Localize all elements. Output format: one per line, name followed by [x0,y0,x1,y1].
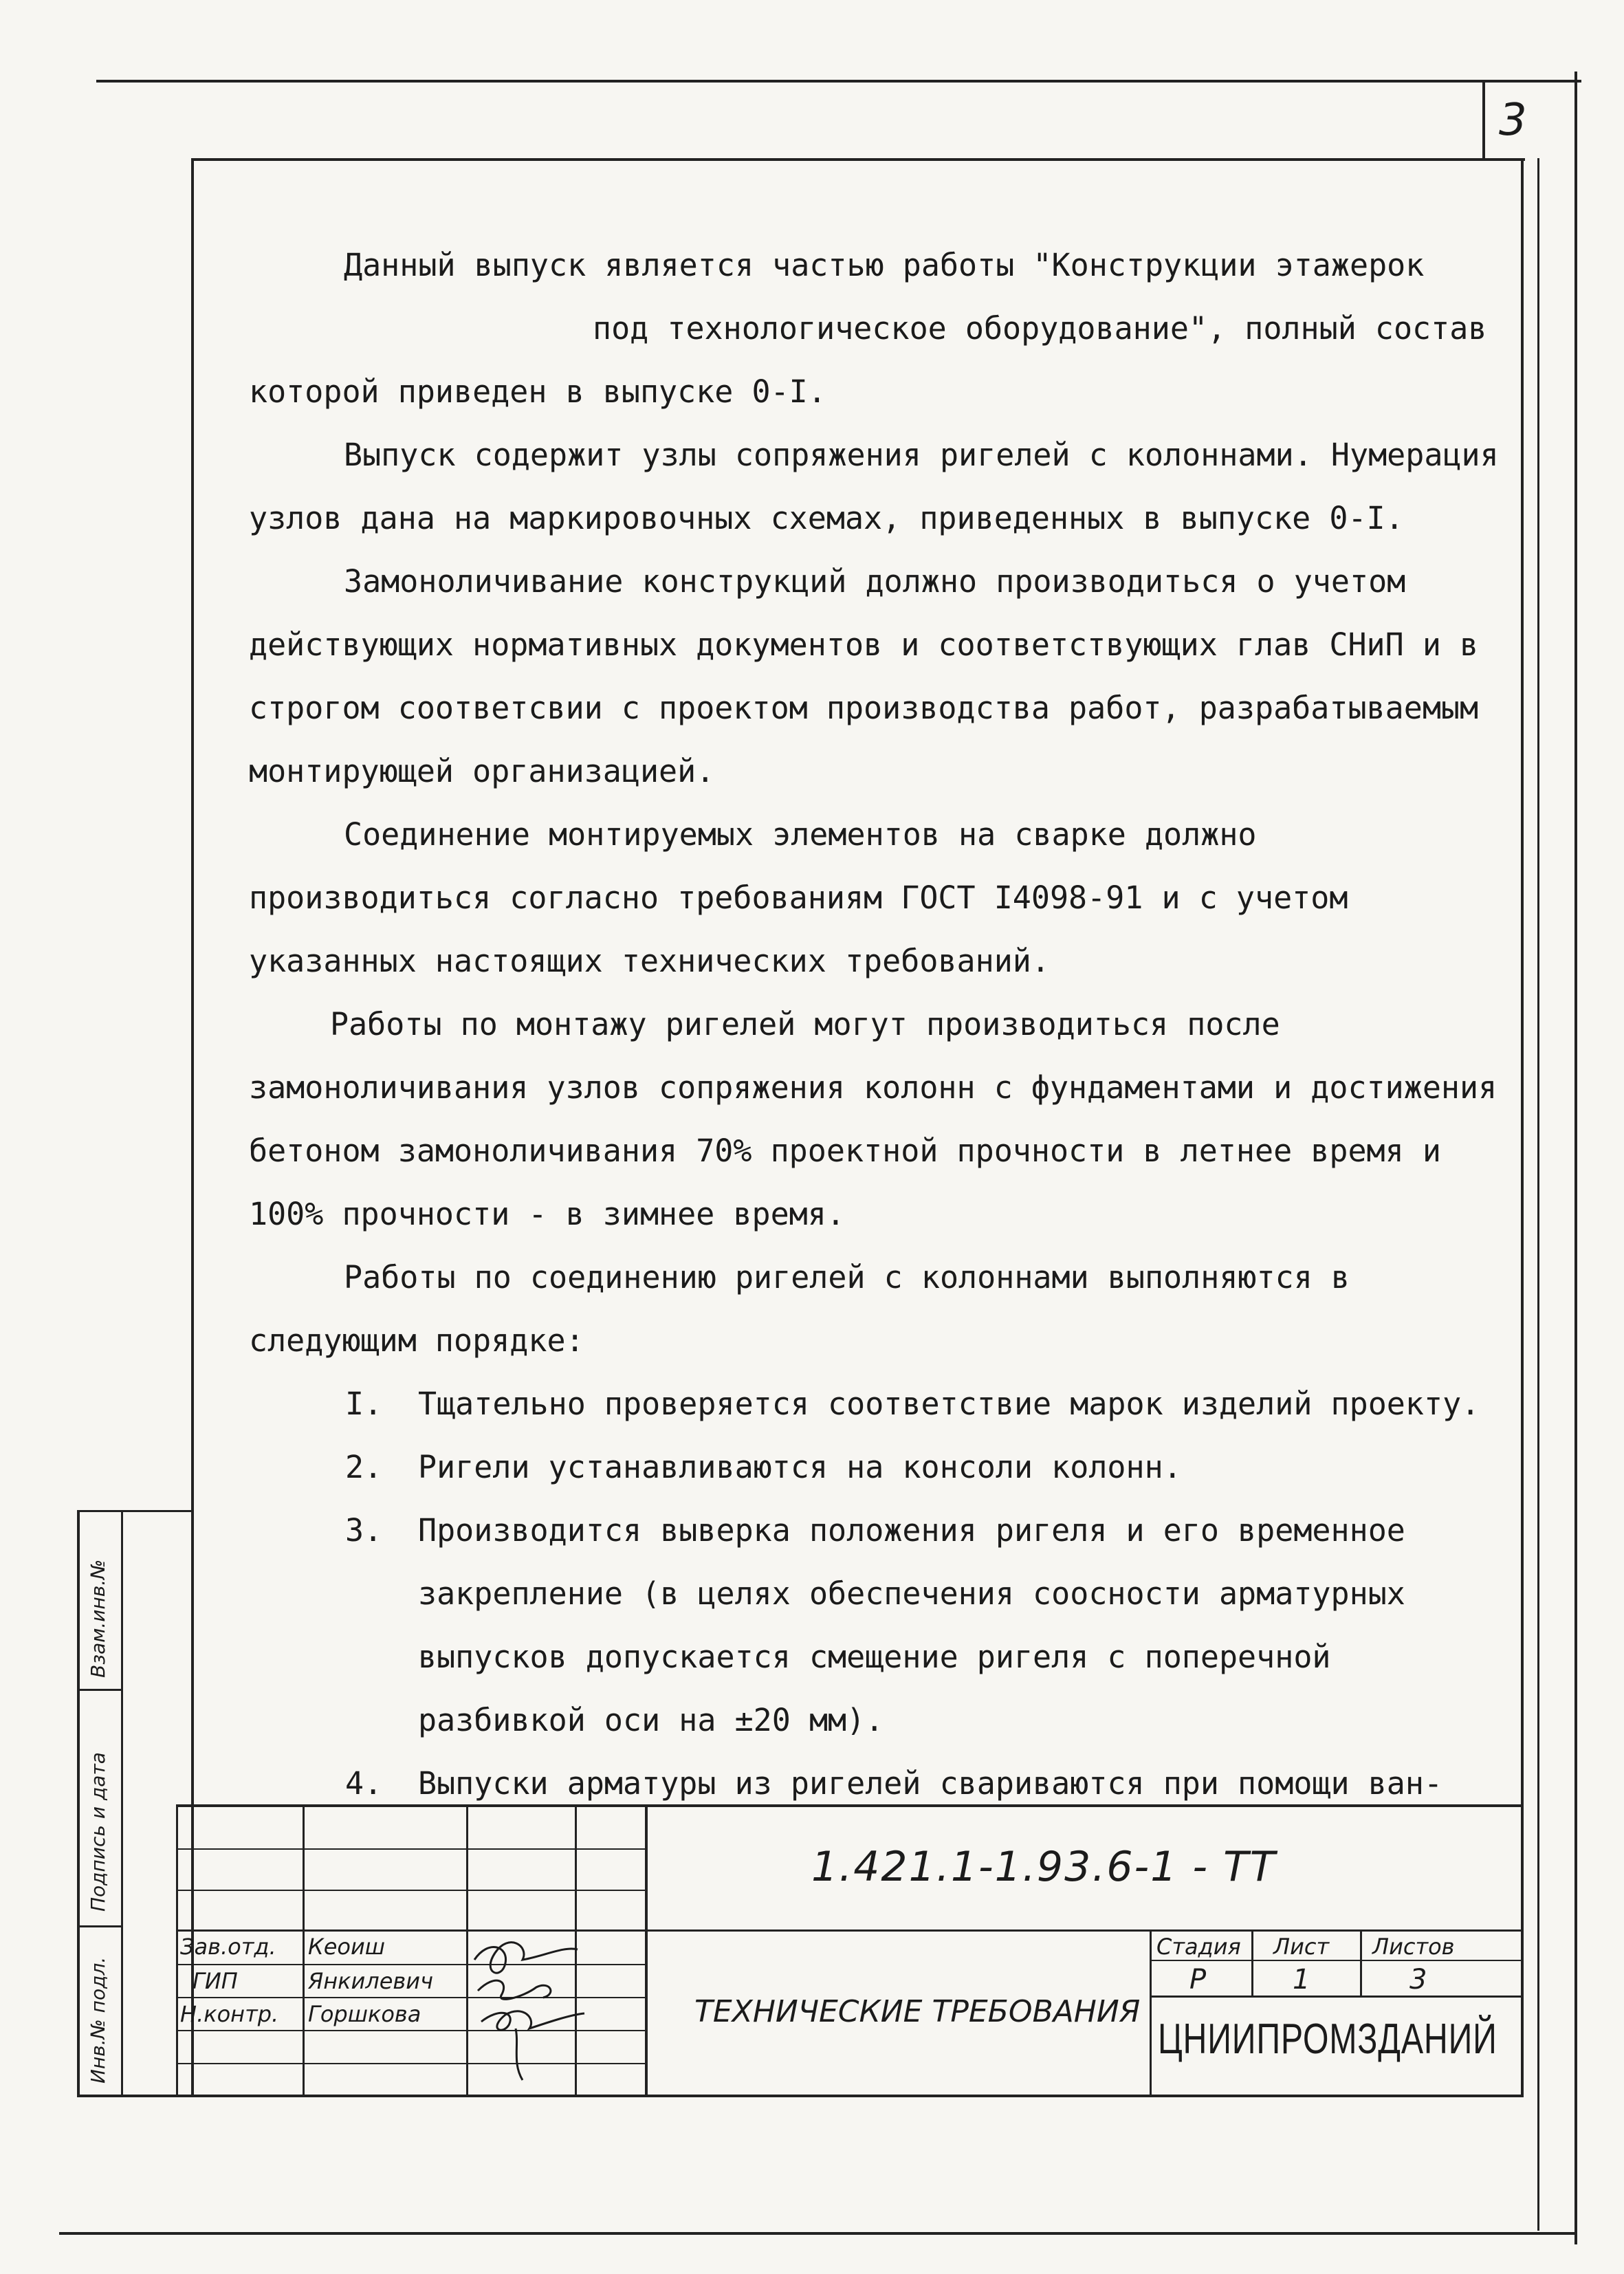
title-block-mid-line [176,1929,1524,1932]
list-item-number: 3. [345,1512,383,1549]
side-stamp-left-line [77,1510,80,2097]
stage-table-col [1360,1929,1362,1997]
paragraph-5: Работы по монтажу ригелей могут производиться после замоноличивания узлов сопряжения колонн с фундаментами и достижения бетоном замоноличивания 70% проектной прочности в летнее время и 100% прочности - в зимнее время. [249,1006,1497,1232]
sheets-value: 3 [1409,1964,1427,1996]
corner-sheet-number: 3 [1499,95,1527,146]
paragraph-4: Соединение монтируемых элементов на сварке должно производиться согласно требованиям ГОСТ I4098-91 и с учетом указанных настоящих технических требований. [249,816,1348,979]
document-code: 1.421.1-1.93.6-1 - ТТ [811,1843,1277,1891]
sheet-bottom-line [59,2232,1577,2235]
side-stamp-replaced-inventory: Взам.инв.№ [87,1559,109,1678]
list-item [249,1373,1507,1436]
title-block-top-line [176,1804,1524,1807]
signature-role: Зав.отд. [180,1934,276,1960]
paragraph-3: Замоноличивание конструкций должно производиться о учетом действующих нормативных документов и соответствующих глав СНиП и в строгом соответсвии с проектом производства работ, разрабатываемым монтирующей организацией. [249,563,1479,789]
title-block-col-line [303,1804,305,2096]
organization-name: ЦНИИПРОМЗДАНИЙ [1158,2015,1497,2063]
side-stamp-top-line [77,1510,193,1512]
sheet-right-line [1574,72,1577,2244]
paragraph-2: Выпуск содержит узлы сопряжения ригелей с колоннами. Нумерация узлов дана на маркировочных схемах, приведенных в выпуске 0-I. [249,437,1499,536]
stage-table-col [1251,1929,1253,1997]
signature-role: Н.контр. [180,2001,279,2027]
list-item [249,1436,1507,1499]
list-item-text: Тщательно проверяется соответствие марок изделий проекту. [418,1386,1480,1422]
paragraph-6: Работы по соединению ригелей с колоннами выполняются в следующим порядке: [249,1259,1350,1359]
side-stamp-signature-date: Подпись и дата [87,1752,109,1912]
stage-table-left [1150,1929,1152,2096]
paragraph-1-line-1: Данный выпуск является частью работы "Конструкции этажерок [344,247,1425,283]
signature-stroke [478,1980,551,1999]
signature-role: ГИП [193,1968,238,1994]
list-item [249,1499,1507,1752]
stage-header: Стадия [1156,1934,1241,1960]
side-stamp-original-inventory: Инв.№ подл. [87,1956,109,2084]
side-stamp-right-line [121,1510,123,2097]
side-stamp-divider-2 [77,1925,122,1927]
list-item-number: I. [345,1386,383,1422]
list-item-text: Ригели устанавливаются на консоли колонн. [418,1449,1182,1485]
signature-name: Горшкова [308,2001,421,2027]
sheet-top-line [96,80,1581,83]
signature-stroke [481,2011,584,2080]
corner-box-left [1482,83,1485,158]
list-item-text: Выпуски арматуры из ригелей свариваются при помощи ван- [418,1765,1443,1802]
paragraph-1-line-2: под технологическое оборудование", полный состав [593,310,1487,347]
sheets-header: Листов [1372,1934,1455,1960]
handwritten-signatures [468,1925,591,2090]
list-item-number: 2. [345,1449,383,1485]
title-block-col-line [176,1804,178,2096]
frame-right-line-outer [1537,158,1539,2231]
signature-name: Кеоиш [308,1934,386,1960]
frame-top-line [191,158,1525,161]
sheet-header: Лист [1273,1934,1330,1960]
stage-table-row [1150,1996,1524,1998]
side-stamp-divider-1 [77,1689,122,1691]
signature-name: Янкилевич [308,1968,433,1994]
stage-table-row [1150,1960,1524,1961]
stage-value: Р [1189,1964,1207,1996]
document-title: ТЕХНИЧЕСКИЕ ТРЕБОВАНИЯ [694,1994,1141,2029]
title-block-col-line [645,1804,648,2096]
document-body [249,234,1507,1815]
frame-bottom-line [77,2095,1524,2097]
signature-stroke [474,1943,578,1973]
sheet-value: 1 [1293,1964,1310,1996]
list-item-number: 4. [345,1765,383,1802]
list-item-text: Производится выверка положения ригеля и его временное закрепление (в целях обеспечения соосности арматурных выпусков допускается смещение ригеля с поперечной разбивкой оси на ±20 мм). [418,1512,1405,1738]
paragraph-1-line-3: которой приведен в выпуске 0-I. [249,373,826,410]
